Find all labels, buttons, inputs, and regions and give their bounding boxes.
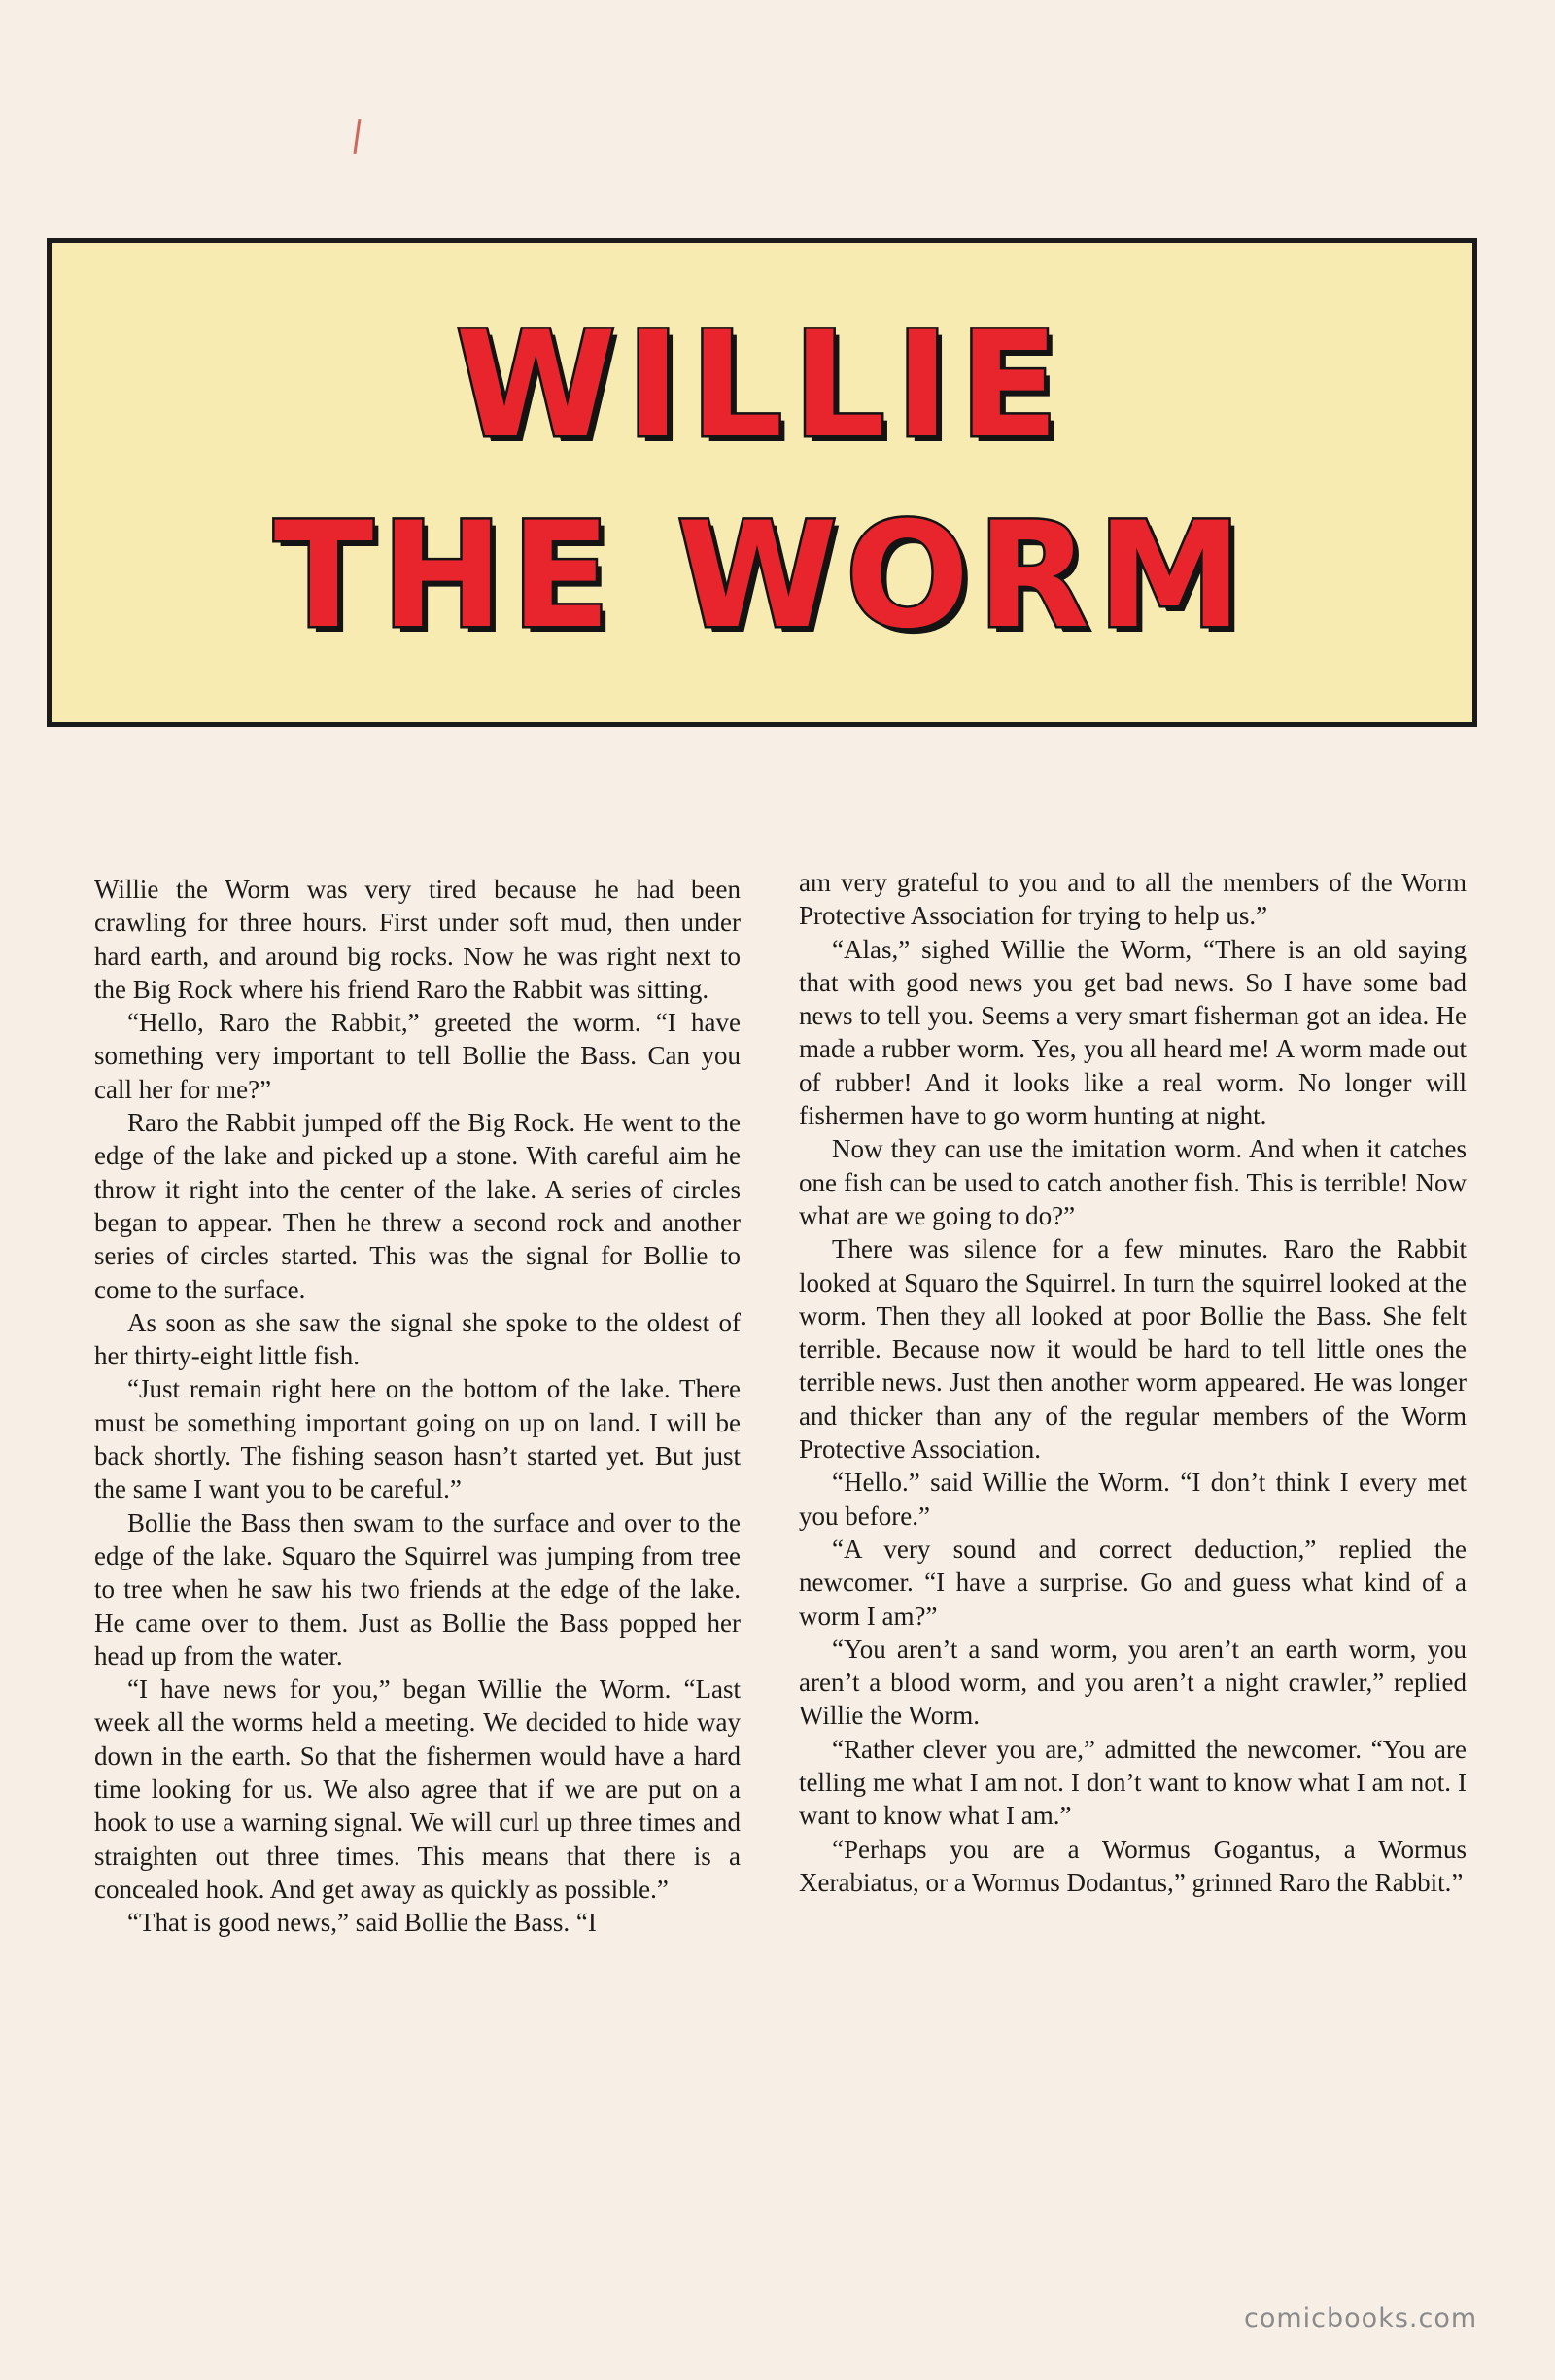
paragraph: “Hello, Raro the Rabbit,” greeted the worm. “I have something very important to tell Bollie the Bass. Can you call her for me?” xyxy=(94,1008,741,1104)
story-left-column xyxy=(94,873,741,1940)
paragraph: Willie the Worm was very tired because he had been crawling for three hours. First under soft mud, then under hard earth, and around big rocks. Now he was right next to the Big Rock where his friend Raro the Rabbit was sitting. xyxy=(94,875,741,1004)
paragraph: As soon as she saw the signal she spoke to the oldest of her thirty-eight little fish. xyxy=(94,1307,741,1371)
site-watermark: comicbooks.com xyxy=(1244,2303,1478,2333)
paragraph: Raro the Rabbit jumped off the Big Rock. He went to the edge of the lake and picked up a stone. With careful aim he throw it right into the center of the lake. A series of circles began to appear. Then he threw a second rock and another series of circles started. This was the signal for Bollie to come to the surface. xyxy=(94,1108,741,1304)
page-mark xyxy=(354,119,362,154)
paragraph: There was silence for a few minutes. Raro the Rabbit looked at Squaro the Squirrel. In turn the squirrel looked at the worm. Then they all looked at poor Bollie the Bass. She felt terrible. Because now it would be hard to tell little ones the terrible news. Just then another worm appeared. He was longer and thicker than any of the regular members of the Worm Protective Association. xyxy=(799,1234,1467,1465)
paragraph: Bollie the Bass then swam to the surface and over to the edge of the lake. Squaro the Squirrel was jumping from tree to tree when he saw his two friends at the edge of the lake. He came over to them. Just as Bollie the Bass popped her head up from the water. xyxy=(94,1507,741,1671)
paragraph: “Alas,” sighed Willie the Worm, “There is an old saying that with good news you get bad news. So I have some bad news to tell you. Seems a very smart fisherman got an idea. He made a rubber worm. Yes, you all heard me! A worm made out of rubber! And it looks like a real worm. No longer will fishermen have to go worm hunting at night. xyxy=(799,934,1467,1131)
title-line-2: THE WORM xyxy=(273,492,1251,661)
story-right-column xyxy=(799,866,1467,1899)
paragraph: am very grateful to you and to all the members of the Worm Protective Association for trying to help us.” xyxy=(799,868,1467,931)
paragraph: “Rather clever you are,” admitted the newcomer. “You are telling me what I am not. I don’t want to know what I am not. I want to know what I am.” xyxy=(799,1734,1467,1831)
paragraph: “I have news for you,” began Willie the Worm. “Last week all the worms held a meeting. We decided to hide way down in the earth. So that the fishermen would have a hard time looking for us. We also agree that if we are put on a hook to use a warning signal. We will curl up three times and straighten out three times. This means that there is a concealed hook. And get away as quickly as possible.” xyxy=(94,1674,741,1904)
title-panel xyxy=(47,238,1477,727)
paragraph: “A very sound and correct deduction,” replied the newcomer. “I have a surprise. Go and guess what kind of a worm I am?” xyxy=(799,1534,1467,1631)
paragraph: “Hello.” said Willie the Worm. “I don’t think I every met you before.” xyxy=(799,1467,1467,1531)
paragraph: “Perhaps you are a Wormus Gogantus, a Wormus Xerabiatus, or a Wormus Dodantus,” grinned Raro the Rabbit.” xyxy=(799,1834,1467,1897)
paragraph: “You aren’t a sand worm, you aren’t an earth worm, you aren’t a blood worm, and you aren’t a night crawler,” replied Willie the Worm. xyxy=(799,1634,1467,1731)
paragraph: “Just remain right here on the bottom of the lake. There must be something important going on up on land. I will be back shortly. The fishing season hasn’t started yet. But just the same I want you to be careful.” xyxy=(94,1374,741,1504)
title-line-1: WILLIE xyxy=(455,301,1069,470)
paragraph: “That is good news,” said Bollie the Bass. “I xyxy=(127,1908,597,1938)
paragraph: Now they can use the imitation worm. And when it catches one fish can be used to catch another fish. This is terrible! Now what are we going to do?” xyxy=(799,1134,1467,1230)
